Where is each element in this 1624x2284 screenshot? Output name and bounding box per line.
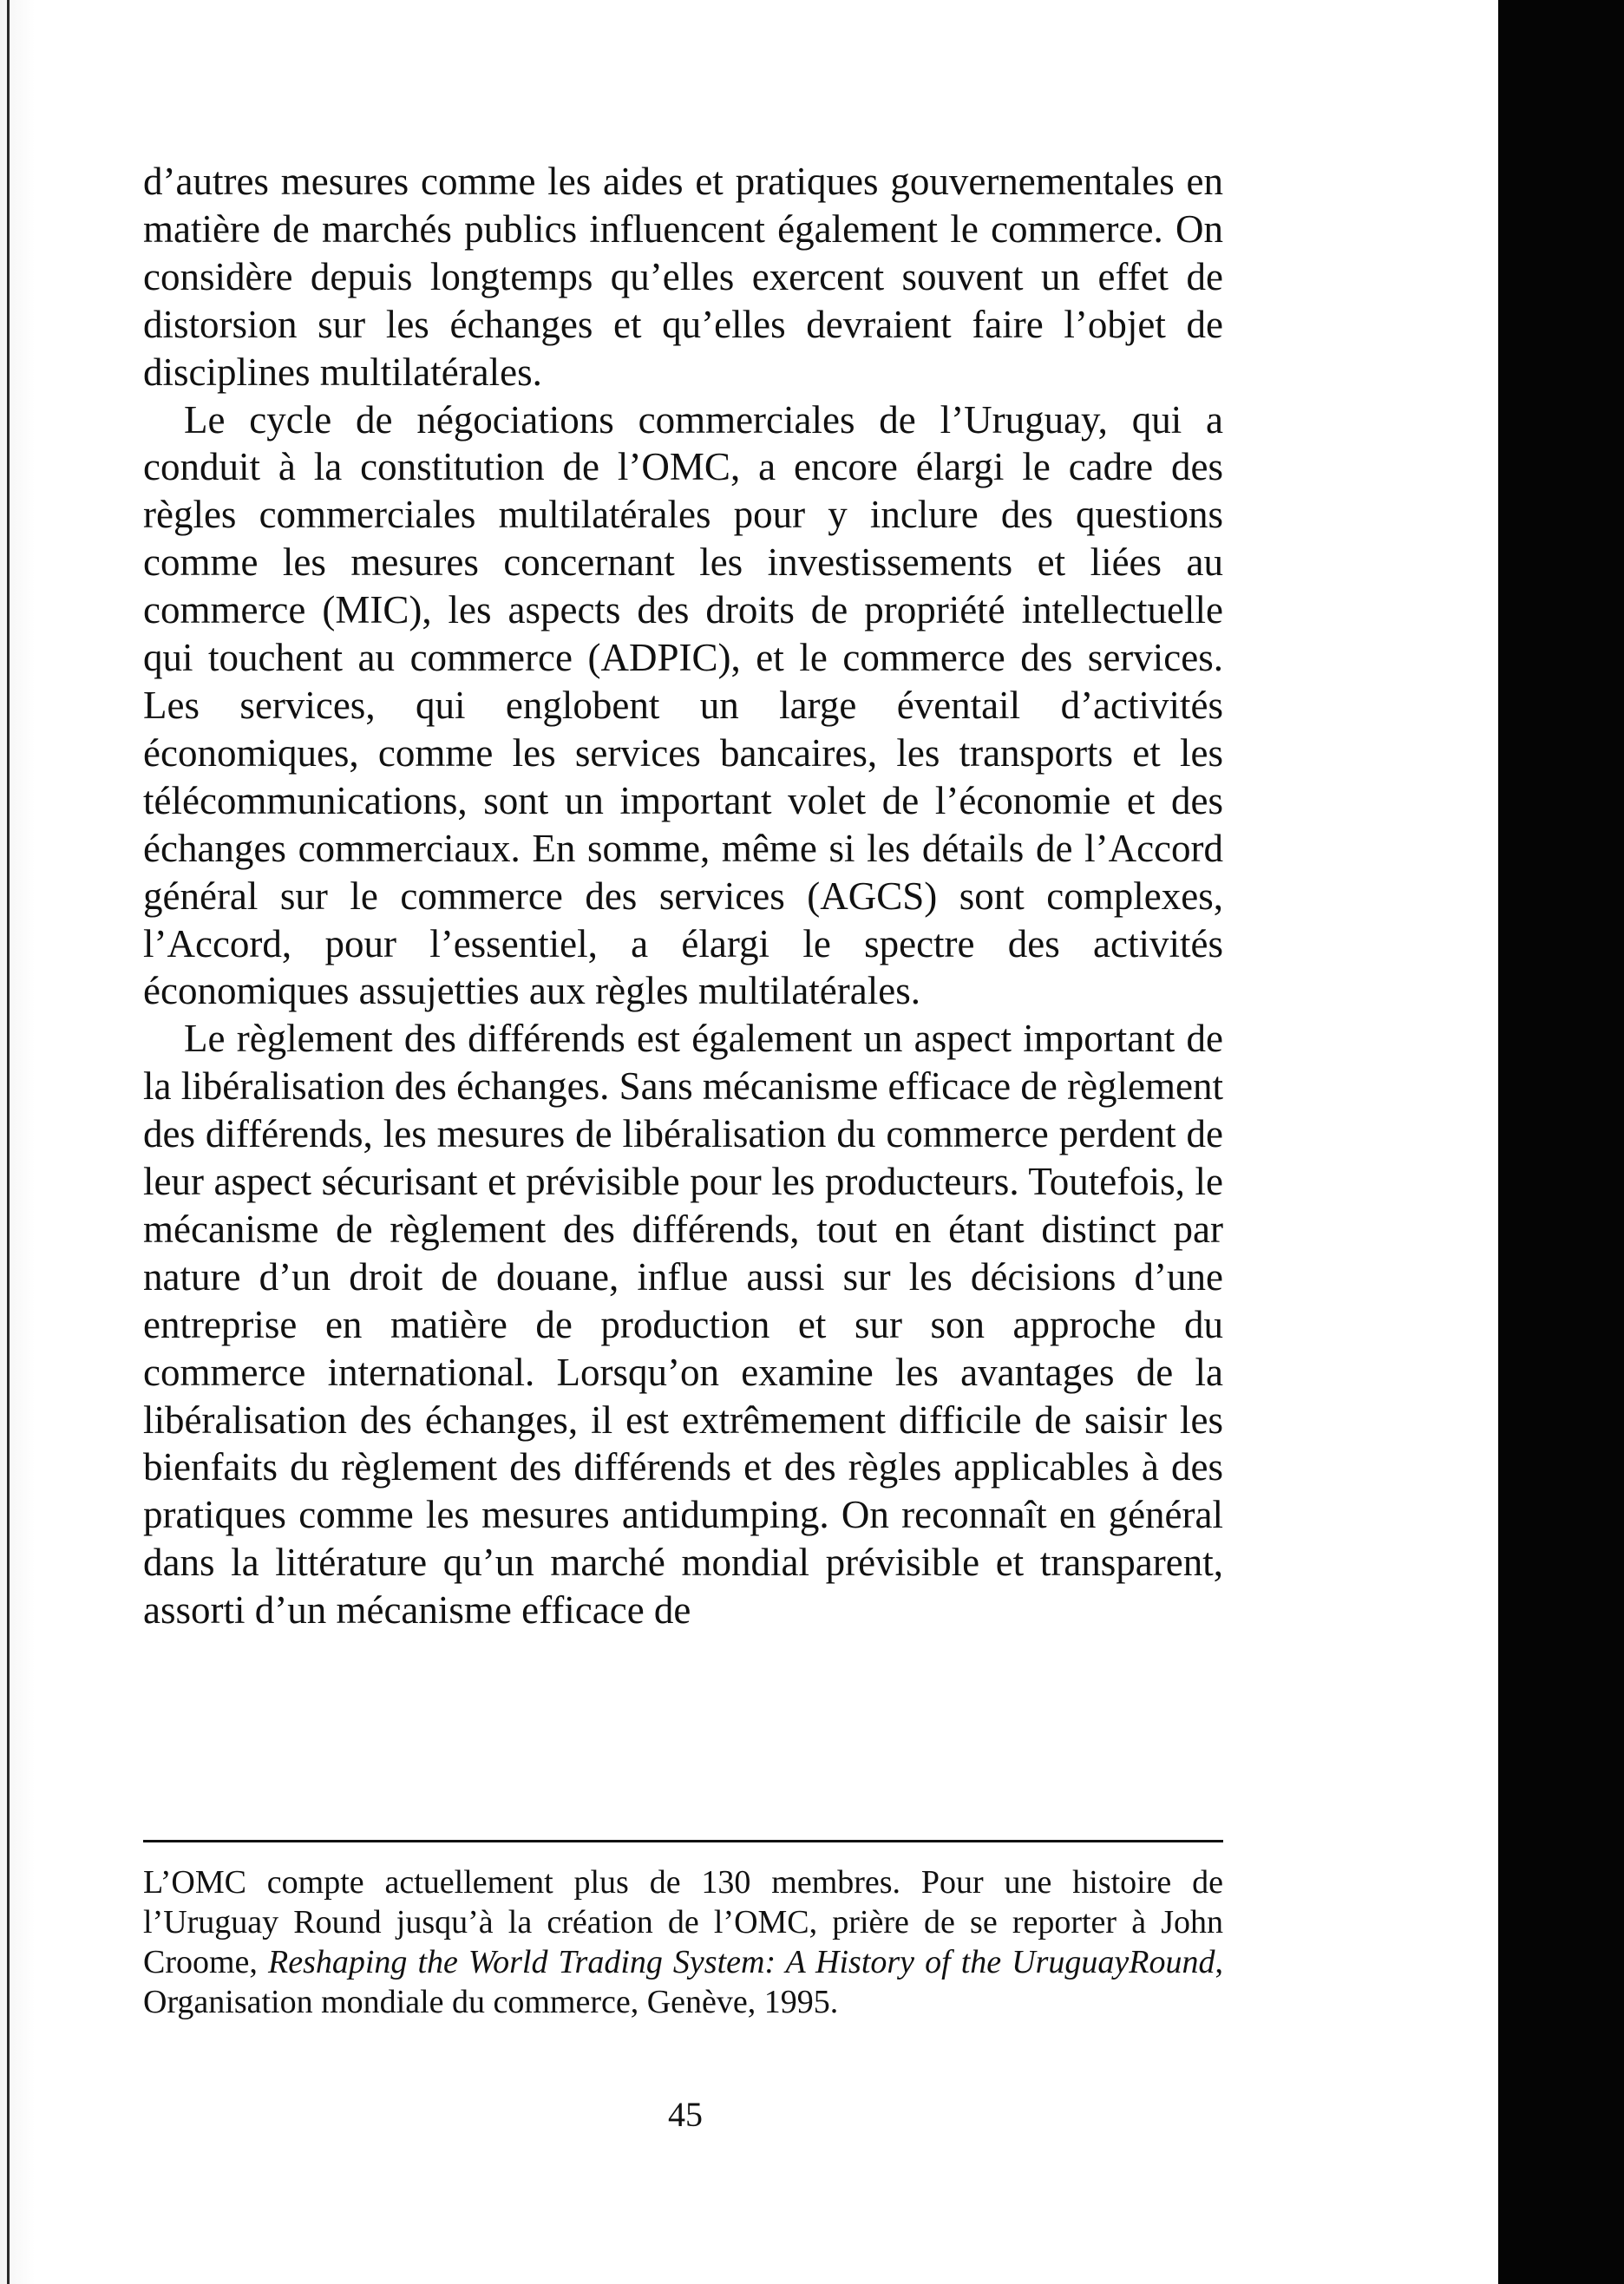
footnote-text-start: L’OMC compte actuellement plus de 130 membres. Pour une histoire de l’Uruguay Round jusqu’à la création de l’OMC, prière de se reporter à John Croome, — [143, 1864, 1223, 1980]
body-text — [143, 158, 1223, 1634]
paragraph-1: d’autres mesures comme les aides et pratiques gouvernementales en matière de marchés publics influencent également le commerce. On considère depuis longtemps qu’elles exercent souvent un effet de distorsion sur les échanges et qu’elles devraient faire l’objet de disciplines multilatérales. — [143, 160, 1223, 394]
footnote-book-title: Reshaping the World Trading System: A History of the UruguayRound — [267, 1944, 1215, 1980]
binding-line — [7, 0, 10, 2284]
paragraph-3: Le règlement des différends est également un aspect important de la libéralisation des échanges. Sans mécanisme efficace de règlement des différends, les mesures de libéralisation du commerce perdent de leur aspect sécurisant et prévisible pour les producteurs. Toutefois, le mécanisme de règlement des différends, tout en étant distinct par nature d’un droit de douane, influe aussi sur les décisions d’une entreprise en matière de production et sur son approche du commerce international. Lorsqu’on examine les avantages de la libéralisation des échanges, il est extrêmement difficile de saisir les bienfaits du règlement des différends et des règles applicables à des pratiques comme les mesures antidumping. On reconnaît en général dans la littérature qu’un marché mondial prévisible et transparent, assorti d’un mécanisme efficace de — [143, 1017, 1223, 1633]
scan-dark-margin — [1498, 0, 1624, 2284]
page-number: 45 — [668, 2095, 703, 2134]
footnote-text-end: , Organisation mondiale du commerce, Genève, 1995. — [143, 1944, 1223, 2020]
footnote-separator — [143, 1840, 1223, 1842]
paragraph-2: Le cycle de négociations commerciales de l’Uruguay, qui a conduit à la constitution de l’OMC, a encore élargi le cadre des règles commerciales multilatérales pour y inclure des questions comme les mesures concernant les investissements et liées au commerce (MIC), les aspects des droits de propriété intellectuelle qui touchent au commerce (ADPIC), et le commerce des services. Les services, qui englobent un large éventail d’activités économiques, comme les services bancaires, les transports et les télécommunications, sont un important volet de l’économie et des échanges commerciaux. En somme, même si les détails de l’Accord général sur le commerce des services (AGCS) sont complexes, l’Accord, pour l’essentiel, a élargi le spectre des activités économiques assujetties aux règles multilatérales. — [143, 397, 1223, 1013]
page-left-edge — [0, 0, 35, 2284]
footnote — [143, 1862, 1223, 2022]
